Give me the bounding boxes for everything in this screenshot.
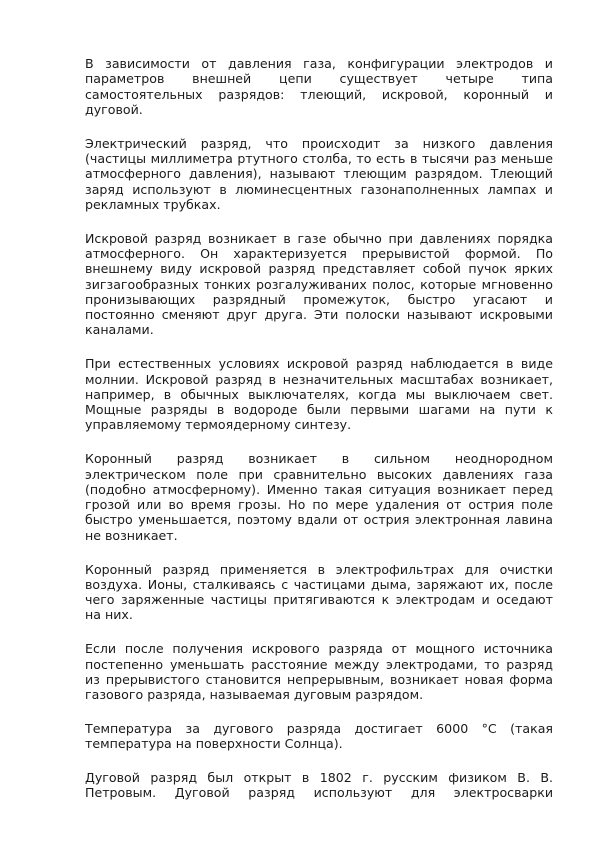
paragraph-arc-history: Дуговой разряд был открыт в 1802 г. русским физиком В. В. Петровым. Дуговой разряд используют для электросварки [85, 769, 553, 801]
paragraph-glow-discharge: Электрический разряд, что происходит за низкого давления (частицы миллиметра ртутного столба, то есть в тысячи раз меньше атмосферного давления), называют тлеющим разрядом. Тлеющий заряд используют в люминесцентных газонаполненных лампах и рекламных трубках. [85, 135, 553, 212]
paragraph-discharge-types: В зависимости от давления газа, конфигурации электродов и параметров внешней цепи существует четыре типа самостоятельных разрядов: тлеющий, искровой, коронный и дуговой. [85, 56, 553, 117]
paragraph-corona-application: Коронный разряд применяется в электрофильтрах для очистки воздуха. Ионы, сталкиваясь с частицами дыма, заряжают их, после чего заряженные частицы притягиваются к электродам и оседают на них. [85, 561, 553, 623]
paragraph-spark-discharge: Искровой разряд возникает в газе обычно при давлениях порядка атмосферного. Он характеризуется прерывистой формой. По внешнему виду искровой разряд представляет собой пучок ярких зигзагообразных тонких розгалуживаних полос, которые мгновенно пронизывающих разрядный промежуток, быстро угасают и постоянно сменяют друг друга. Эти полоски называют искровыми каналами. [85, 230, 553, 338]
paragraph-arc-formation: Если после получения искрового разряда от мощного источника постепенно уменьшать расстояние между электродами, то разряд из прерывистого становится непрерывным, возникает новая форма газового разряда, называемая дуговым разрядом. [85, 641, 553, 703]
paragraph-arc-temperature: Температура за дугового разряда достигает 6000 °С (такая температура на поверхности Солнца). [85, 720, 553, 752]
document-body [85, 56, 553, 801]
paragraph-corona-discharge: Коронный разряд возникает в сильном неоднородном электрическом поле при сравнительно высоких давлениях газа (подобно атмосферному). Именно такая ситуация возникает перед грозой или во время грозы. Но по мере удаления от острия поле быстро уменьшается, поэтому вдали от острия электронная лавина не возникает. [85, 451, 553, 543]
paragraph-spark-natural: При естественных условиях искровой разряд наблюдается в виде молнии. Искровой разряд в незначительных масштабах возникает, например, в обычных выключателях, когда мы выключаем свет. Мощные разряды в водороде были первыми шагами на пути к управляемому термоядерному синтезу. [85, 356, 553, 433]
